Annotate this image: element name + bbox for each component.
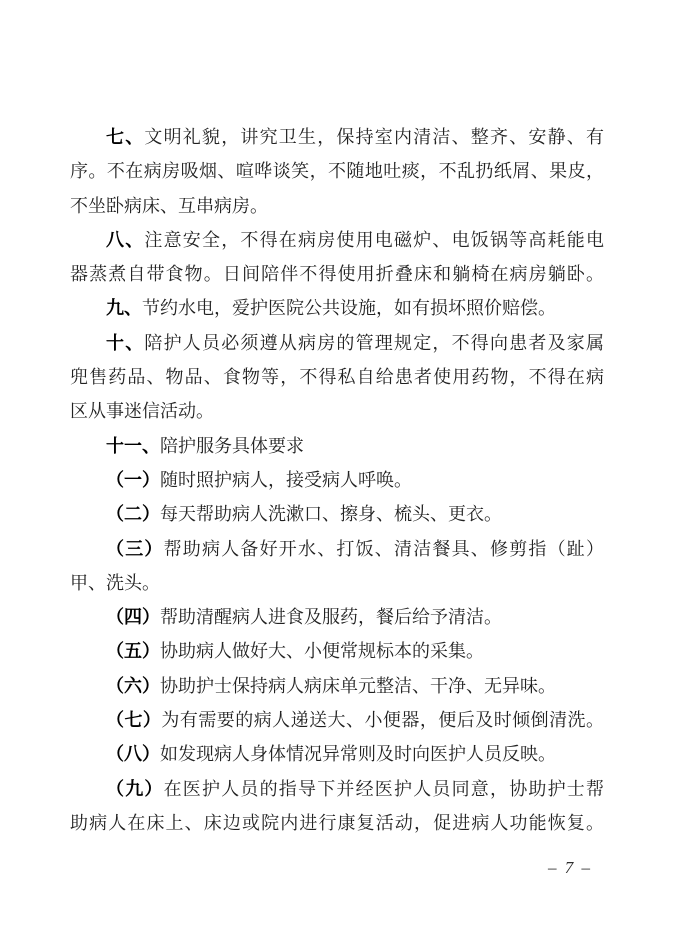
paragraph-line: [70, 120, 604, 154]
line-text: 区从事迷信活动。: [70, 401, 214, 422]
page-number: – 7 –: [548, 858, 592, 877]
list-item-line: [70, 463, 604, 497]
item-number: （一）: [106, 469, 160, 490]
paragraph-line: [70, 257, 604, 291]
document-text-block: [70, 120, 604, 840]
item-number: （九）: [106, 778, 164, 799]
line-text: 注意安全，不得在病房使用电磁炉、电饭锅等高耗能电: [144, 229, 605, 250]
line-text: 器蒸煮自带食物。日间陪伴不得使用折叠床和躺椅在病房躺卧。: [70, 264, 604, 285]
list-item-line: [70, 669, 604, 703]
item-number: （二）: [106, 504, 160, 525]
line-text: 帮助病人备好开水、打饭、清洁餐具、修剪指（趾）: [163, 538, 605, 559]
item-number: （七）: [106, 710, 162, 731]
line-text: 节约水电，爱护医院公共设施，如有损坏照价赔偿。: [142, 298, 556, 319]
paragraph-line: [70, 154, 604, 188]
line-text: 帮助清醒病人进食及服药，餐后给予清洁。: [160, 607, 502, 628]
line-text: 为有需要的病人递送大、小便器，便后及时倾倒清洗。: [161, 710, 605, 731]
line-text: 协助护士保持病人病床单元整洁、干净、无异味。: [160, 675, 556, 696]
line-text: 陪护服务具体要求: [160, 435, 304, 456]
paragraph-line: [70, 189, 604, 223]
list-item-line: [70, 737, 604, 771]
item-number: （八）: [106, 744, 160, 765]
paragraph-line: [70, 291, 604, 325]
list-item-line: [70, 600, 604, 634]
section-heading-line: [70, 429, 604, 463]
paragraph-line: [70, 360, 604, 394]
line-text: 序。不在病房吸烟、喧哗谈笑，不随地吐痰，不乱扔纸屑、果皮，: [70, 161, 604, 182]
item-number: （四）: [106, 607, 160, 628]
line-text: 兜售药品、物品、食物等，不得私自给患者使用药物，不得在病: [70, 367, 604, 388]
item-number: 八、: [106, 229, 145, 250]
line-text: 协助病人做好大、小便常规标本的采集。: [160, 641, 484, 662]
item-number: （三）: [106, 538, 164, 559]
item-number: 七、: [106, 127, 145, 147]
line-text: 在医护人员的指导下并经医护人员同意，协助护士帮: [163, 778, 605, 799]
paragraph-line: [70, 326, 604, 360]
item-number: 九、: [106, 298, 142, 319]
line-text: 助病人在床上、床边或院内进行康复活动，促进病人功能恢复。: [70, 812, 604, 833]
paragraph-line: [70, 566, 604, 600]
paragraph-line: [70, 806, 604, 840]
line-text: 如发现病人身体情况异常则及时向医护人员反映。: [160, 744, 556, 765]
list-item-line: [70, 497, 604, 531]
line-text: 文明礼貌，讲究卫生，保持室内清洁、整齐、安静、有: [144, 127, 605, 147]
item-number: （五）: [106, 641, 160, 662]
item-number: 十一、: [106, 435, 160, 456]
line-text: 随时照护病人，接受病人呼唤。: [160, 469, 412, 490]
item-number: （六）: [106, 675, 160, 696]
list-item-line: [70, 634, 604, 668]
list-item-line: [70, 532, 604, 566]
line-text: 不坐卧病床、互串病房。: [70, 195, 268, 216]
list-item-line: [70, 703, 604, 737]
paragraph-line: [70, 223, 604, 257]
line-text: 陪护人员必须遵从病房的管理规定，不得向患者及家属: [144, 332, 605, 353]
line-text: 每天帮助病人洗漱口、擦身、梳头、更衣。: [160, 504, 502, 525]
paragraph-line: [70, 394, 604, 428]
list-item-line: [70, 772, 604, 806]
line-text: 甲、洗头。: [70, 572, 160, 593]
item-number: 十、: [106, 332, 145, 353]
